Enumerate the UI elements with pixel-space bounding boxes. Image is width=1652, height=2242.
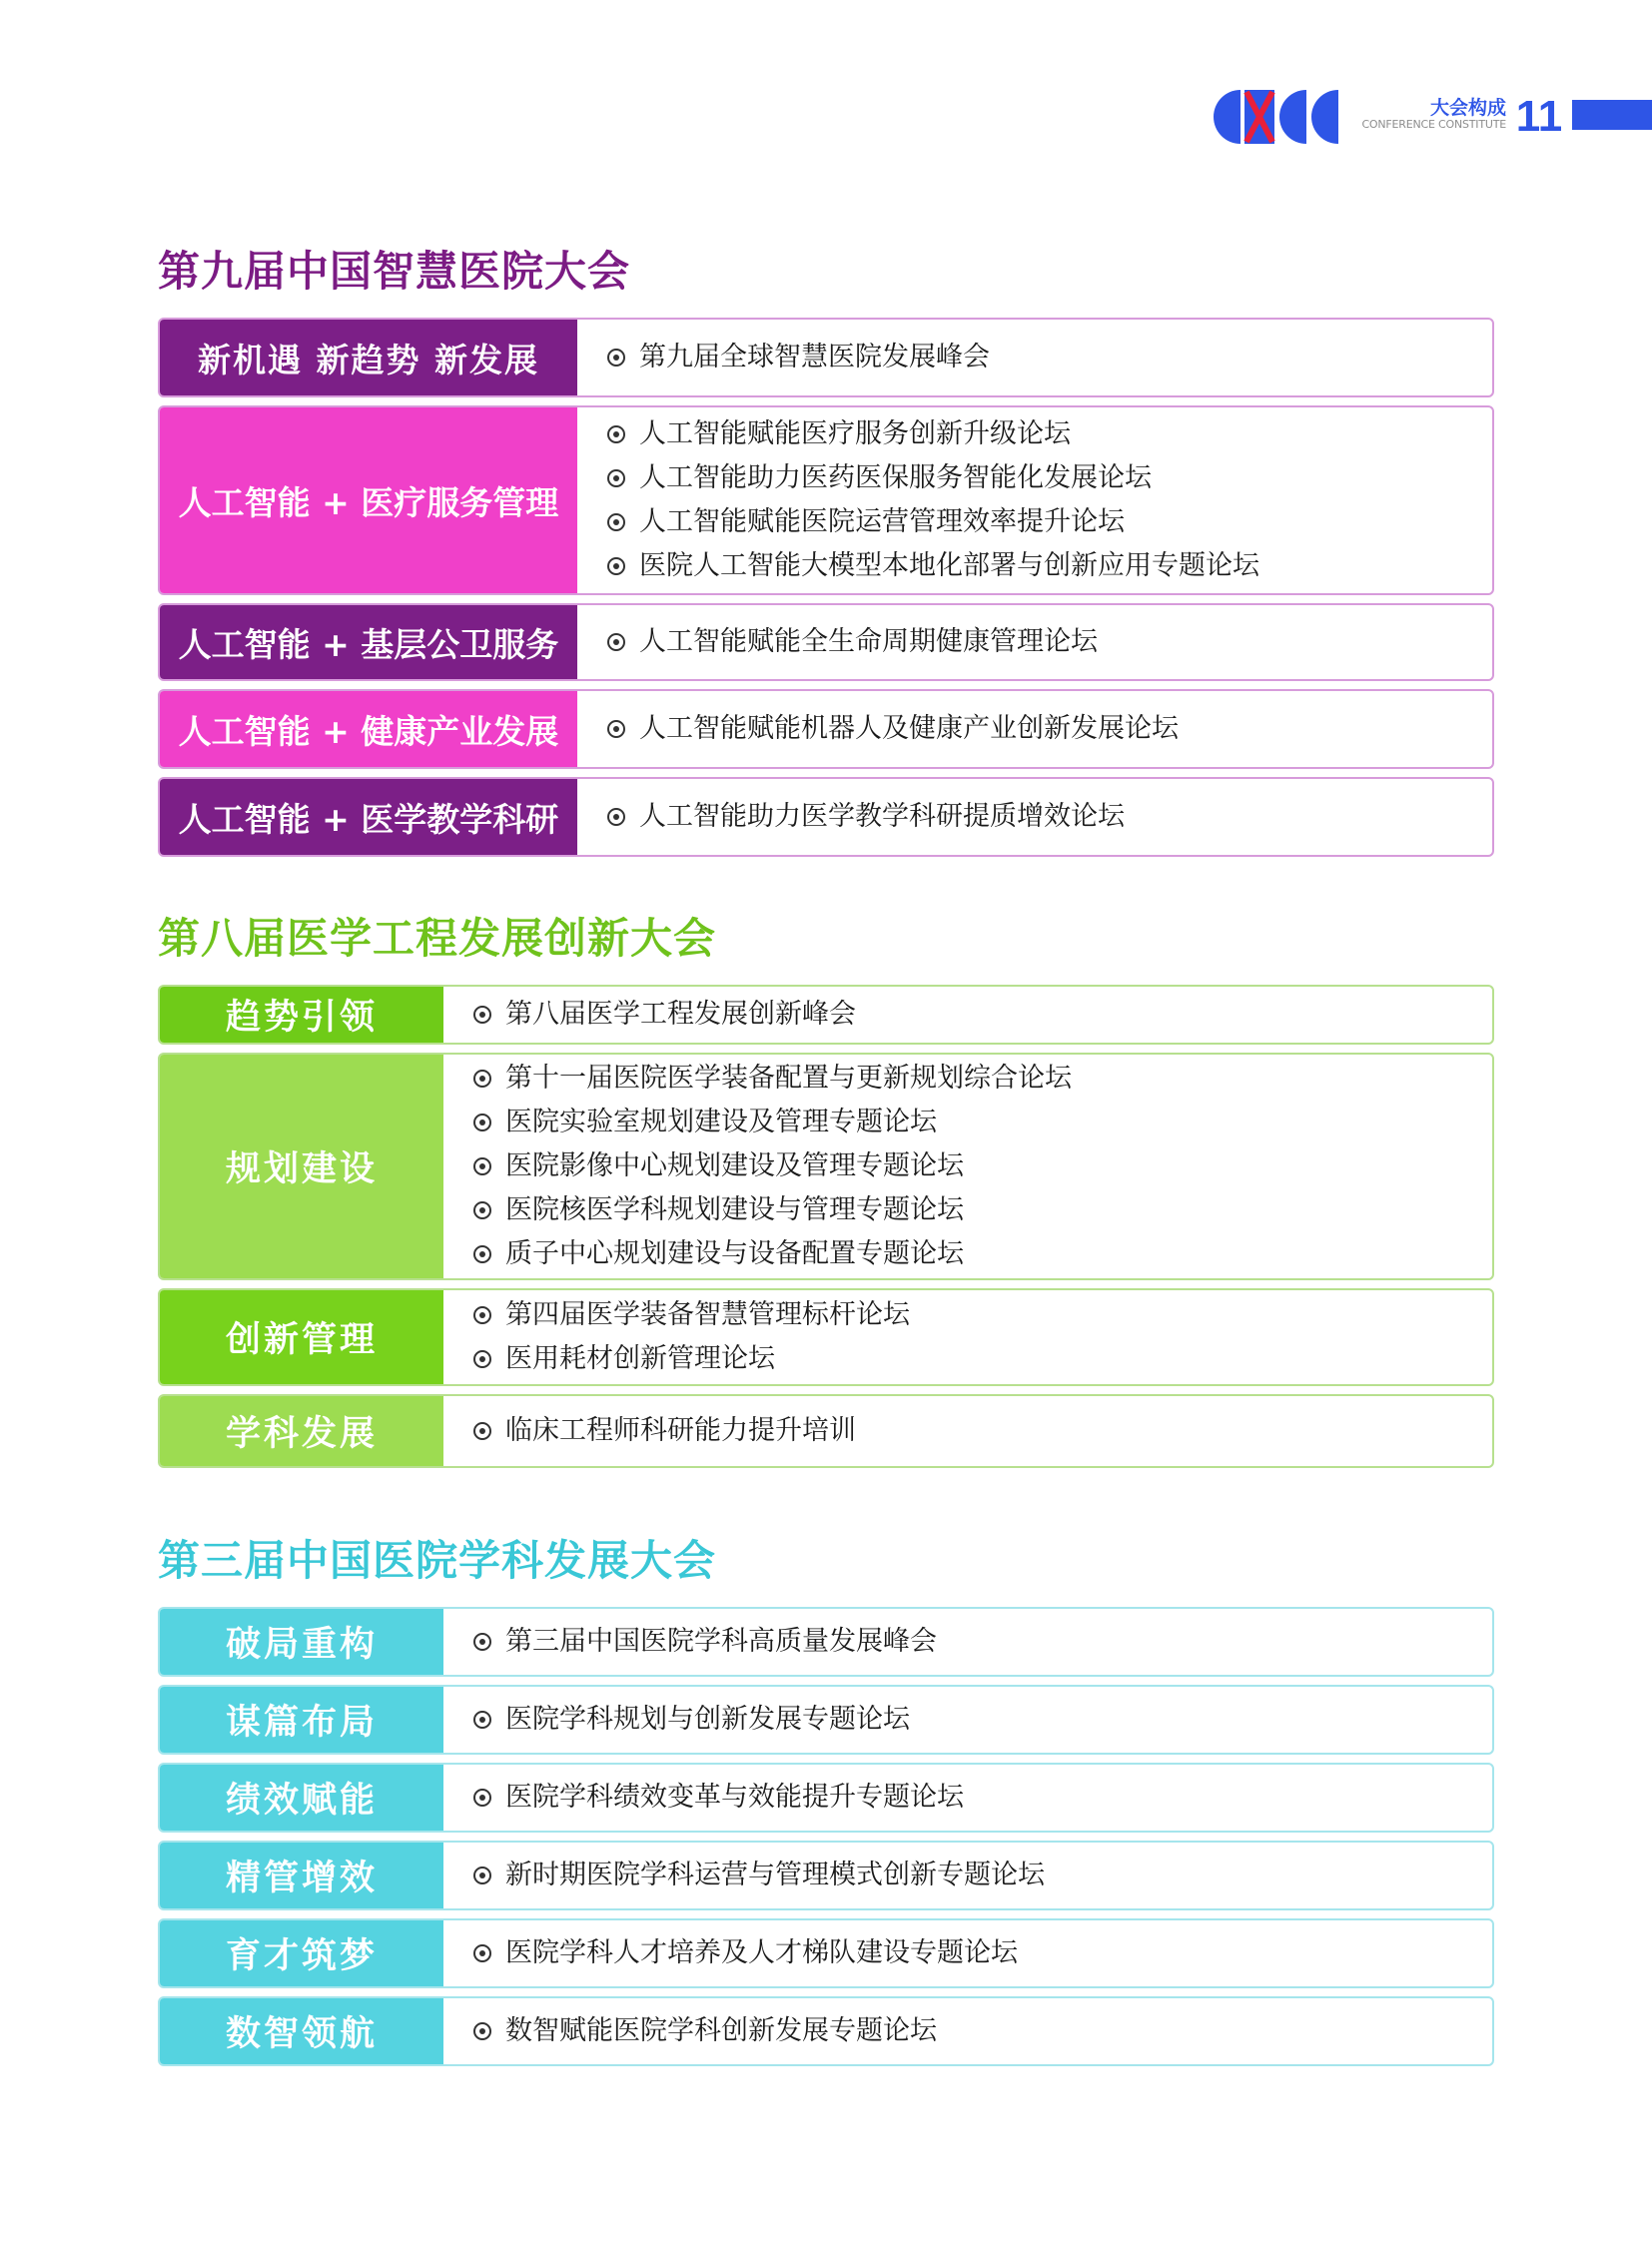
agenda-row <box>158 1053 1494 1280</box>
row-label: 谋篇布局 <box>160 1687 443 1753</box>
bullet-icon <box>473 1306 491 1324</box>
bullet-icon <box>473 1070 491 1088</box>
bullet-icon <box>607 633 625 651</box>
bullet-icon <box>473 1114 491 1131</box>
agenda-row <box>158 1996 1494 2066</box>
conference-logo <box>1211 88 1340 146</box>
forum-item: 第十一届医院医学装备配置与更新规划综合论坛 <box>473 1057 1492 1101</box>
header-title: 大会构成 <box>1429 97 1506 119</box>
bullet-icon <box>473 1944 491 1962</box>
forum-item: 新时期医院学科运营与管理模式创新专题论坛 <box>473 1854 1492 1897</box>
agenda-row <box>158 1394 1494 1468</box>
bullet-icon <box>607 513 625 531</box>
forum-item: 人工智能赋能医院运营管理效率提升论坛 <box>607 500 1492 544</box>
section-title: 第八届医学工程发展创新大会 <box>158 914 717 963</box>
forum-item: 医院影像中心规划建设及管理专题论坛 <box>473 1144 1492 1188</box>
section-smart-hospital <box>158 244 1494 865</box>
agenda-row <box>158 985 1494 1045</box>
row-label: 规划建设 <box>160 1055 443 1278</box>
forum-item: 人工智能赋能机器人及健康产业创新发展论坛 <box>607 707 1492 751</box>
bullet-icon <box>607 469 625 487</box>
row-label: 育才筑梦 <box>160 1920 443 1986</box>
header-accent-bar <box>1572 100 1652 130</box>
bullet-icon <box>473 1711 491 1729</box>
agenda-row <box>158 1607 1494 1677</box>
row-label: 精管增效 <box>160 1843 443 1908</box>
section-hospital-discipline <box>158 1533 1494 2074</box>
bullet-icon <box>607 349 625 367</box>
bullet-icon <box>473 1350 491 1368</box>
row-label: 数智领航 <box>160 1998 443 2064</box>
bullet-icon <box>473 1422 491 1440</box>
agenda-row <box>158 1288 1494 1386</box>
agenda-row <box>158 1763 1494 1833</box>
forum-item: 人工智能助力医药医保服务智能化发展论坛 <box>607 456 1492 500</box>
bullet-icon <box>607 808 625 826</box>
bullet-icon <box>607 557 625 575</box>
header-subtitle: CONFERENCE CONSTITUTE <box>1361 118 1506 131</box>
row-label: 趋势引领 <box>160 987 443 1043</box>
section-title: 第三届中国医院学科发展大会 <box>158 1536 717 1585</box>
page-number: 11 <box>1515 92 1563 141</box>
bullet-icon <box>473 1789 491 1807</box>
bullet-icon <box>607 425 625 443</box>
forum-item: 临床工程师科研能力提升培训 <box>473 1409 1492 1453</box>
forum-item: 人工智能助力医学教学科研提质增效论坛 <box>607 795 1492 839</box>
row-label: 人工智能 + 健康产业发展 <box>160 691 577 767</box>
forum-item: 质子中心规划建设与设备配置专题论坛 <box>473 1232 1492 1276</box>
bullet-icon <box>473 1245 491 1263</box>
forum-item: 医院实验室规划建设及管理专题论坛 <box>473 1101 1492 1144</box>
forum-item: 第九届全球智慧医院发展峰会 <box>607 336 1492 379</box>
bullet-icon <box>473 1006 491 1024</box>
bullet-icon <box>473 1201 491 1219</box>
row-label: 人工智能 + 基层公卫服务 <box>160 605 577 679</box>
bullet-icon <box>607 720 625 738</box>
forum-item: 医院核医学科规划建设与管理专题论坛 <box>473 1188 1492 1232</box>
forum-item: 医用耗材创新管理论坛 <box>473 1337 1492 1381</box>
agenda-row <box>158 689 1494 769</box>
forum-item: 数智赋能医院学科创新发展专题论坛 <box>473 2009 1492 2053</box>
row-label: 绩效赋能 <box>160 1765 443 1831</box>
agenda-row <box>158 1685 1494 1755</box>
agenda-row <box>158 405 1494 595</box>
page-header <box>1211 88 1652 146</box>
forum-item: 人工智能赋能全生命周期健康管理论坛 <box>607 620 1492 664</box>
forum-item: 第四届医学装备智慧管理标杆论坛 <box>473 1293 1492 1337</box>
agenda-row <box>158 603 1494 681</box>
forum-item: 人工智能赋能医疗服务创新升级论坛 <box>607 412 1492 456</box>
agenda-row <box>158 1841 1494 1910</box>
agenda-row <box>158 1918 1494 1988</box>
row-label: 人工智能 + 医学教学科研 <box>160 779 577 855</box>
section-medical-engineering <box>158 911 1494 1476</box>
bullet-icon <box>473 1633 491 1651</box>
bullet-icon <box>473 2022 491 2040</box>
bullet-icon <box>473 1157 491 1175</box>
forum-item: 医院人工智能大模型本地化部署与创新应用专题论坛 <box>607 544 1492 588</box>
agenda-row <box>158 318 1494 397</box>
forum-item: 第三届中国医院学科高质量发展峰会 <box>473 1620 1492 1664</box>
bullet-icon <box>473 1867 491 1884</box>
forum-item: 医院学科人才培养及人才梯队建设专题论坛 <box>473 1931 1492 1975</box>
row-label: 破局重构 <box>160 1609 443 1675</box>
row-label: 创新管理 <box>160 1290 443 1384</box>
agenda-row <box>158 777 1494 857</box>
forum-item: 医院学科绩效变革与效能提升专题论坛 <box>473 1776 1492 1820</box>
forum-item: 医院学科规划与创新发展专题论坛 <box>473 1698 1492 1742</box>
row-label: 学科发展 <box>160 1396 443 1466</box>
row-label: 新机遇 新趋势 新发展 <box>160 320 577 395</box>
forum-item: 第八届医学工程发展创新峰会 <box>473 993 1492 1037</box>
row-label: 人工智能 + 医疗服务管理 <box>160 407 577 593</box>
section-title: 第九届中国智慧医院大会 <box>158 247 631 296</box>
